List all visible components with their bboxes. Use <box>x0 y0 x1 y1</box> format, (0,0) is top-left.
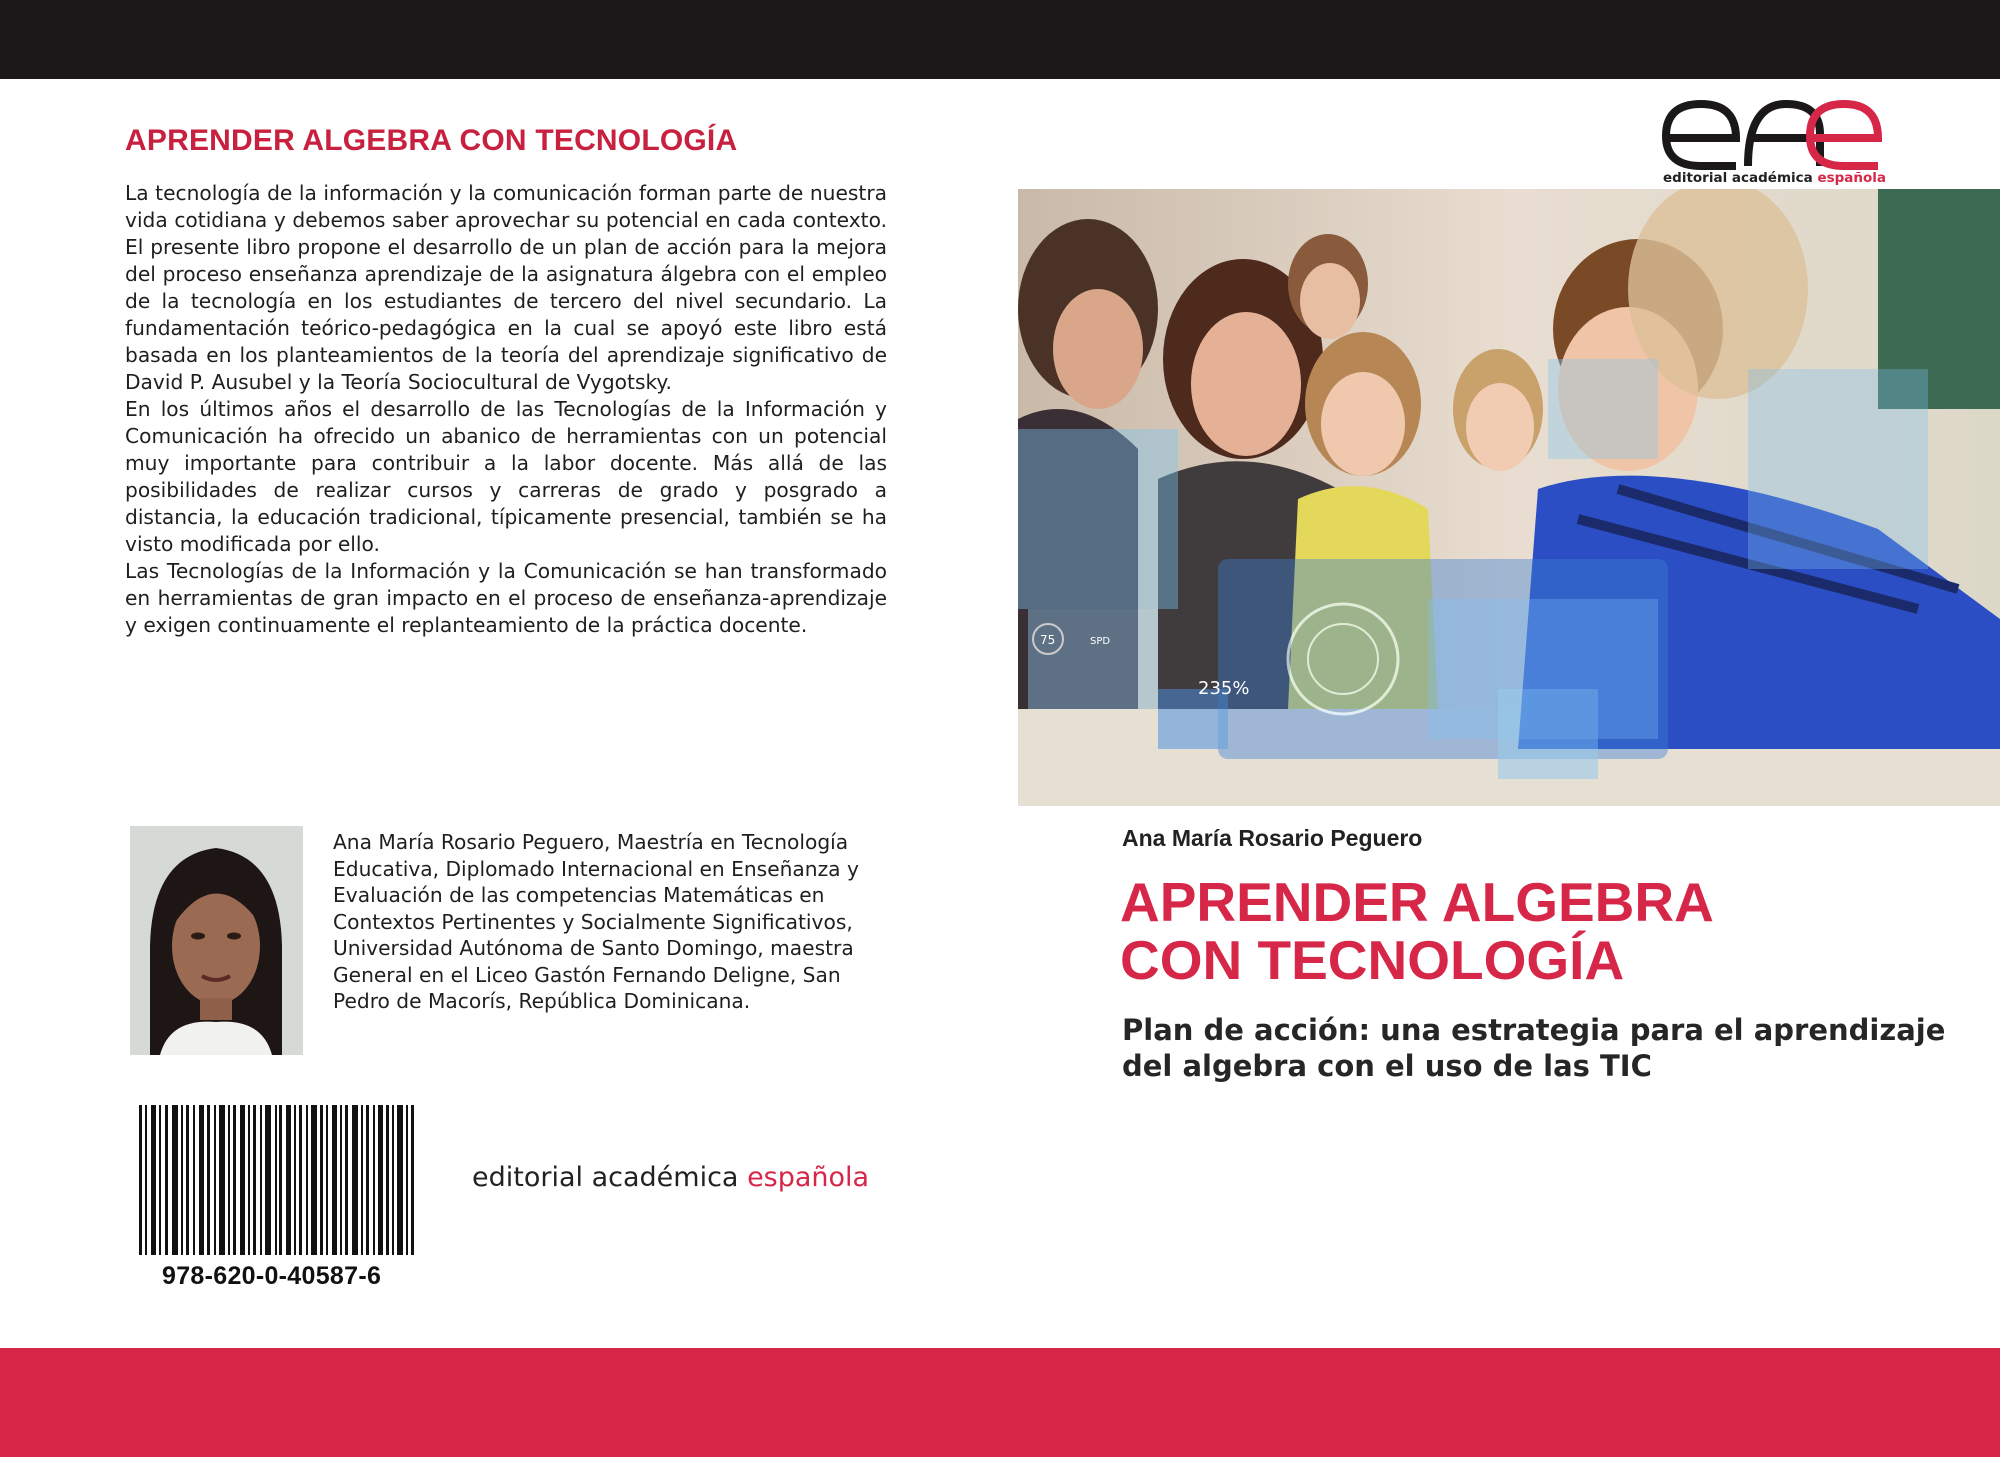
front-title-line-2: CON TECNOLOGÍA <box>1120 929 1625 991</box>
blurb-paragraph-1: La tecnología de la información y la comunicación forman parte de nuestra vida cotidiana y debemos saber aprovechar su potencial en cada contexto. El presente libro propone el desarrollo de un plan de acción para la mejora del proceso enseñanza aprendizaje de la asignatura álgebra con el empleo de la tecnología en los estudiantes de tercero del nivel secundario. La fundamentación teórico-pedagógica en la cual se apoyó este libro está basada en los planteamientos de la teoría del aprendizaje significativo de David P. Ausubel y la Teoría Sociocultural de Vygotsky. <box>125 181 887 394</box>
bottom-bar <box>0 1348 2000 1457</box>
blurb-paragraph-2: En los últimos años el desarrollo de las Tecnologías de la Información y Comunicación ha ofrecido un abanico de herramientas con un potencial muy importante para contribuir a la labor docente. Más allá de las posibilidades de realizar cursos y carreras de grado y posgrado a distancia, la educación tradicional, típicamente presencial, también se ha visto modificada por ello. <box>125 397 887 556</box>
back-cover-title: APRENDER ALGEBRA CON TECNOLOGÍA <box>125 124 738 157</box>
back-cover-blurb <box>125 180 887 639</box>
publisher-name-accent: española <box>747 1162 870 1193</box>
photo-gauge-label: 75 <box>1040 633 1056 647</box>
front-cover-subtitle: Plan de acción: una estrategia para el aprendizaje del algebra con el uso de las TIC <box>1122 1013 1946 1083</box>
publisher-name-main: editorial académica <box>472 1162 748 1193</box>
author-photo <box>130 826 303 1055</box>
front-cover-title <box>1120 873 1980 989</box>
logo-text <box>1663 170 1886 186</box>
front-title-line-1: APRENDER ALGEBRA <box>1120 871 1714 933</box>
photo-percent-label: 235% <box>1198 678 1250 699</box>
barcode <box>139 1105 415 1255</box>
isbn-number: 978-620-0-40587-6 <box>162 1262 382 1290</box>
photo-spd-label: SPD <box>1090 636 1111 647</box>
blurb-paragraph-3: Las Tecnologías de la Información y la Comunicación se han transformado en herramientas de gran impacto en el proceso de enseñanza-aprendizaje y exigen continuamente el replanteamiento de la práctica docente. <box>125 559 887 637</box>
cover-photo <box>1018 189 2000 806</box>
publisher-name <box>472 1162 869 1193</box>
logo-text-accent: española <box>1817 170 1887 186</box>
front-cover-author: Ana María Rosario Peguero <box>1122 825 1423 851</box>
author-bio: Ana María Rosario Peguero, Maestría en Tecnología Educativa, Diplomado Internacional en Enseñanza y Evaluación de las competencias Matemáticas en Contextos Pertinentes y Socialmente Significativos, Universidad Autónoma de Santo Domingo, maestra General en el Liceo Gastón Fernando Deligne, San Pedro de Macorís, República Dominicana. <box>333 830 859 1013</box>
logo-text-main: editorial académica <box>1663 170 1818 186</box>
top-bar <box>0 0 2000 79</box>
